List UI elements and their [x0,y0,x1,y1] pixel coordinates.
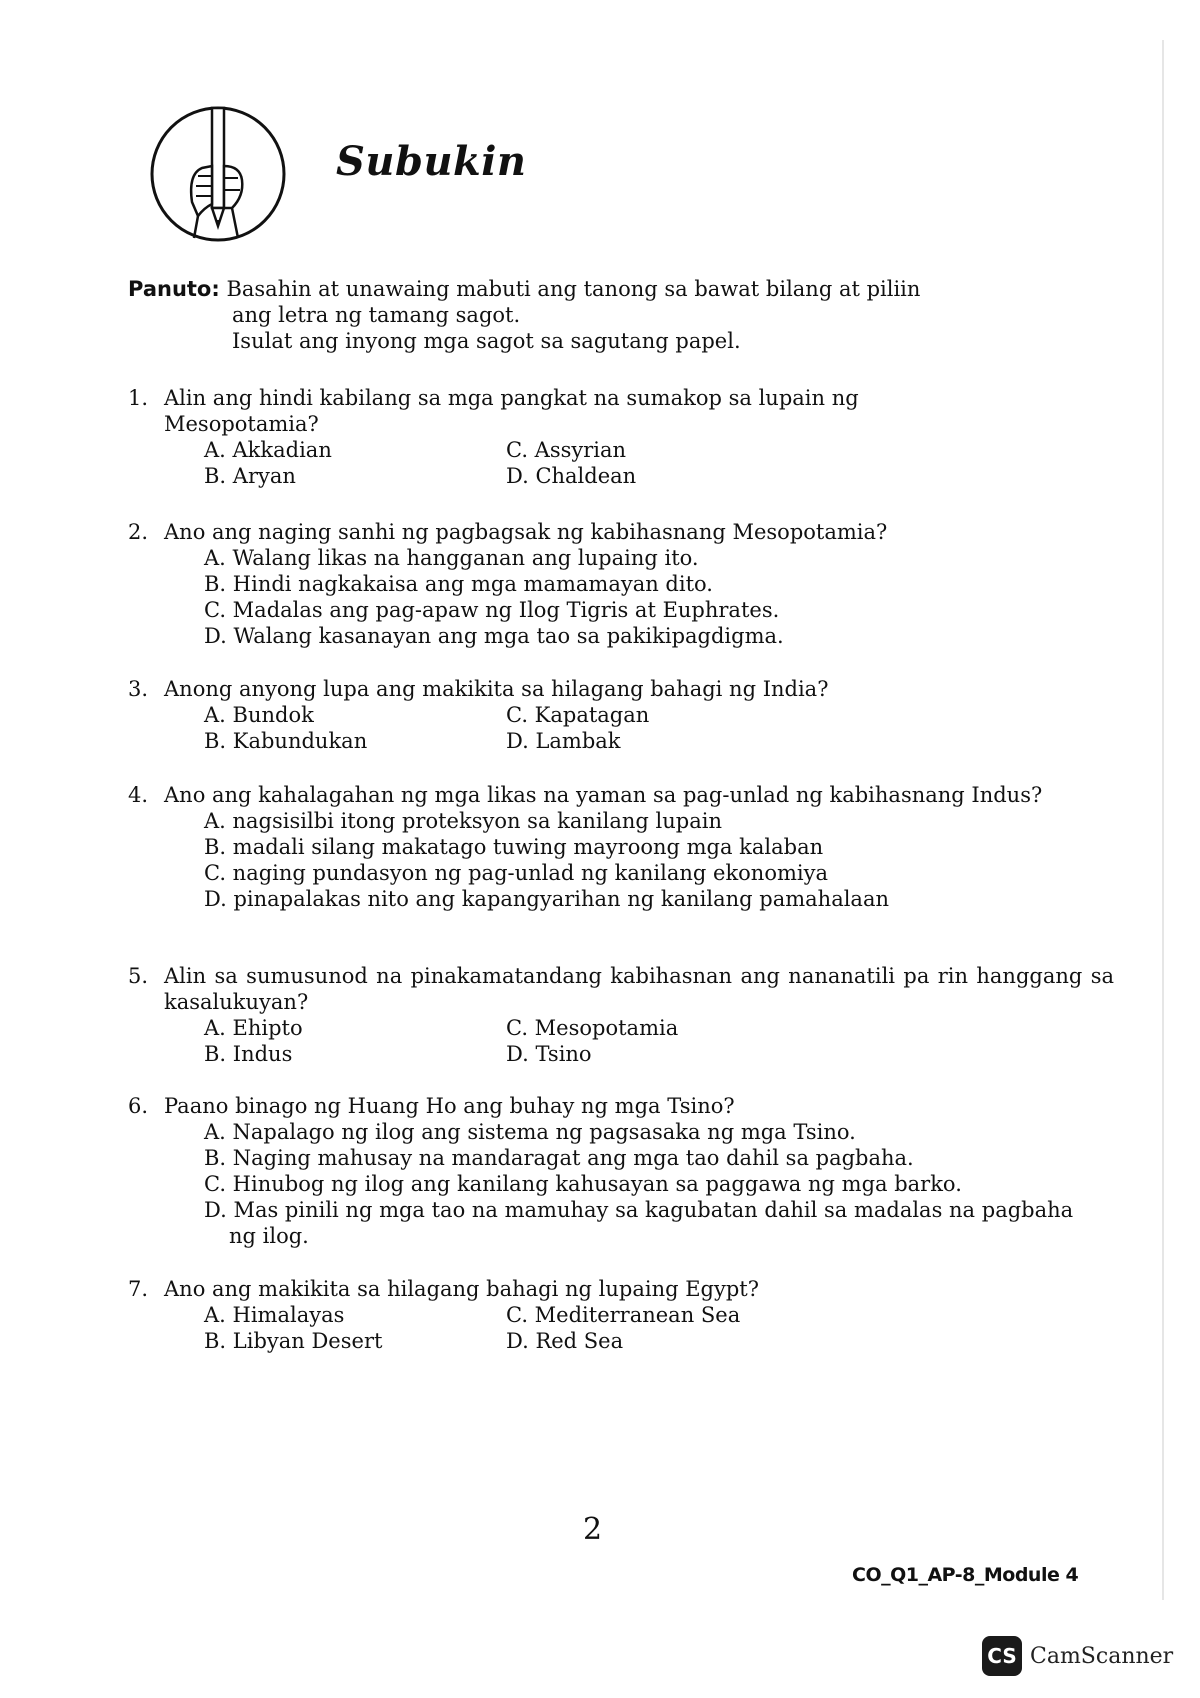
choice-a: A. Walang likas na hangganan ang lupaing ito. [204,546,699,570]
question-5 [128,963,1114,1067]
choice-a: A. Ehipto [204,1016,303,1040]
choice-d: D. Mas pinili ng mga tao na mamuhay sa kagubatan dahil sa madalas na pagbaha ng ilog. [204,1198,1074,1248]
camscanner-logo-icon: CS [982,1636,1022,1676]
choice-d: D. Tsino [506,1042,592,1066]
choice-b: B. Naging mahusay na mandaragat ang mga tao dahil sa pagbaha. [204,1146,914,1170]
question-6 [128,1093,1114,1249]
choice-d: D. Chaldean [506,464,637,488]
choice-c: C. naging pundasyon ng pag-unlad ng kanilang ekonomiya [204,861,828,885]
choices [128,1015,1114,1067]
choice-b: B. Kabundukan [204,729,368,753]
choice-b: B. Libyan Desert [204,1329,383,1353]
question-number: 4. [128,783,149,807]
module-code: CO_Q1_AP-8_Module 4 [852,1564,1079,1586]
choice-a: A. Bundok [204,703,314,727]
choices [128,702,1114,754]
question-text: Ano ang naging sanhi ng pagbagsak ng kabihasnang Mesopotamia? [164,520,888,544]
choices [128,545,1114,649]
choice-a: A. Himalayas [204,1303,345,1327]
question-text: Anong anyong lupa ang makikita sa hilagang bahagi ng India? [164,677,829,701]
choice-a: A. Napalago ng ilog ang sistema ng pagsasaka ng mga Tsino. [204,1120,856,1144]
question-text: Alin sa sumusunod na pinakamatandang kabihasnan ang nananatili pa rin hanggang sa kasalukuyan? [164,964,1114,1014]
choice-c: C. Assyrian [506,438,627,462]
page-title: Subukin [336,138,527,185]
pencil-in-hand-icon [148,104,288,244]
directions [128,276,920,354]
question-text: Ano ang kahalagahan ng mga likas na yaman sa pag-unlad ng kabihasnang Indus? [164,783,1043,807]
choice-c: C. Madalas ang pag-apaw ng Ilog Tigris at Euphrates. [204,598,780,622]
choice-d: D. pinapalakas nito ang kapangyarihan ng kanilang pamahalaan [204,887,889,911]
question-4 [128,782,1064,912]
choices [128,808,1064,912]
choice-c: C. Mediterranean Sea [506,1303,741,1327]
choice-d: D. Red Sea [506,1329,624,1353]
question-number: 6. [128,1094,149,1118]
question-text: Paano binago ng Huang Ho ang buhay ng mga Tsino? [164,1094,735,1118]
question-7 [128,1276,1114,1354]
scan-edge [1162,40,1164,1600]
question-2 [128,519,1114,649]
page-number: 2 [583,1512,603,1547]
choice-a: A. nagsisilbi itong proteksyon sa kanilang lupain [204,809,722,833]
directions-label: Panuto: [128,277,220,301]
question-number: 2. [128,520,149,544]
question-text: Ano ang makikita sa hilagang bahagi ng lupaing Egypt? [164,1277,760,1301]
choice-b: B. Hindi nagkakaisa ang mga mamamayan dito. [204,572,713,596]
choice-c: C. Mesopotamia [506,1016,679,1040]
question-number: 3. [128,677,149,701]
camscanner-text: CamScanner [1030,1643,1174,1669]
choices [128,1119,1114,1249]
question-text: Alin ang hindi kabilang sa mga pangkat na sumakop sa lupain ng Mesopotamia? [164,386,859,436]
choice-b: B. Aryan [204,464,296,488]
choices [128,437,944,489]
choice-d: D. Walang kasanayan ang mga tao sa pakikipagdigma. [204,624,784,648]
choice-d: D. Lambak [506,729,621,753]
question-1 [128,385,944,489]
choice-b: B. madali silang makatago tuwing mayroong mga kalaban [204,835,824,859]
choice-b: B. Indus [204,1042,293,1066]
choice-a: A. Akkadian [204,438,332,462]
camscanner-watermark [982,1636,1173,1676]
question-3 [128,676,1114,754]
choice-c: C. Hinubog ng ilog ang kanilang kahusayan sa paggawa ng mga barko. [204,1172,962,1196]
directions-line-3: Isulat ang inyong mga sagot sa sagutang papel. [232,329,741,353]
question-number: 5. [128,964,149,988]
directions-line-1: Basahin at unawaing mabuti ang tanong sa bawat bilang at piliin [226,277,921,301]
question-number: 7. [128,1277,149,1301]
choice-c: C. Kapatagan [506,703,650,727]
choices [128,1302,1114,1354]
question-number: 1. [128,386,149,410]
directions-line-2: ang letra ng tamang sagot. [232,303,521,327]
